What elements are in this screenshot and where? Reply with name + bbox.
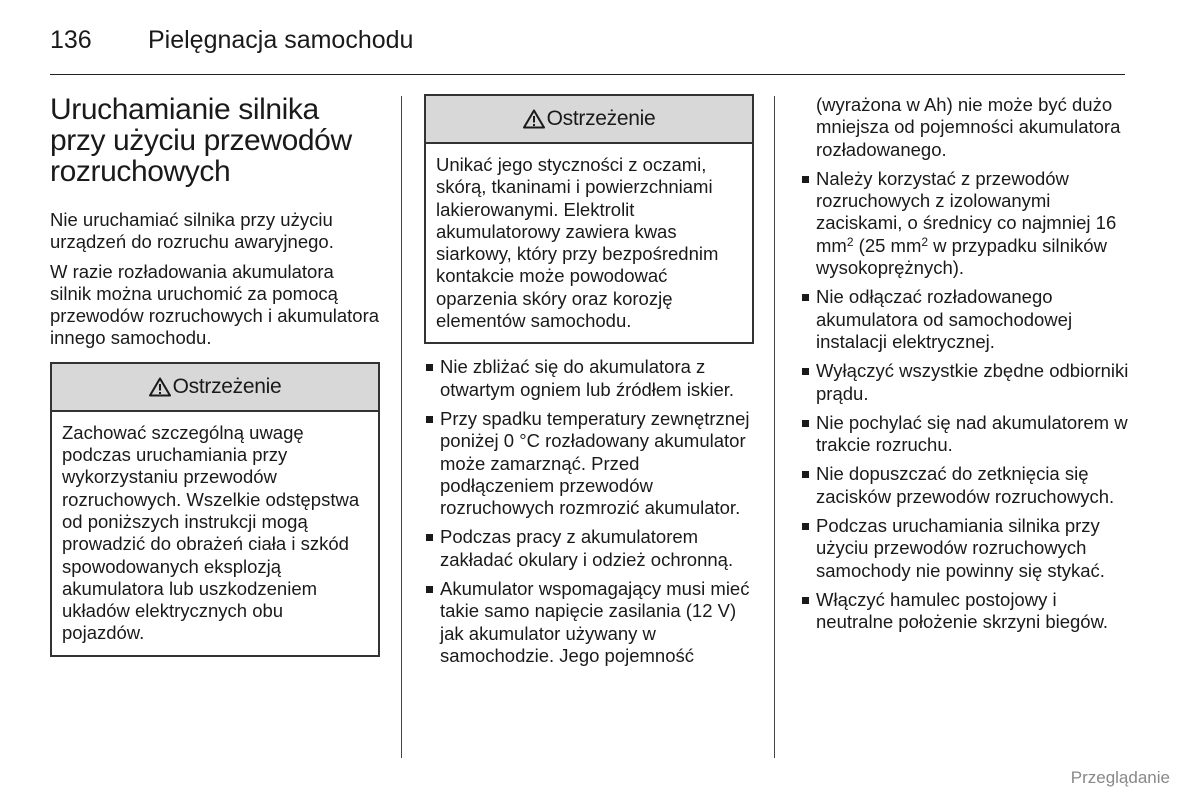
bullet-icon — [426, 364, 433, 371]
bullet-list — [800, 168, 1130, 634]
column-3 — [800, 94, 1130, 641]
bullet-icon — [802, 420, 809, 427]
bullet-icon — [802, 471, 809, 478]
warning-text: Unikać jego styczności z oczami, skórą, tkaninami i powierzchniami lakierowanymi. Elektrolit akumulatorowy zawiera kwas siarkowy, który przy bezpośrednim kontakcie może powodować oparzenia skóry oraz korozję elementów samochodu. — [436, 154, 719, 332]
column-divider — [401, 96, 402, 758]
bullet-list — [424, 356, 754, 667]
list-item: Nie zbliżać się do akumulatora z otwartym ogniem lub źródłem iskier. — [424, 356, 754, 401]
warning-header — [426, 96, 752, 144]
warning-title: Ostrzeżenie — [172, 374, 282, 398]
list-item: Podczas pracy z akumulatorem zakładać okulary i odzież ochronną. — [424, 526, 754, 571]
list-item: Nie dopuszczać do zetknięcia się zacisków przewodów rozruchowych. — [800, 463, 1130, 508]
list-item: Włączyć hamulec postojowy i neutralne położenie skrzyni biegów. — [800, 589, 1130, 634]
list-item: Wyłączyć wszystkie zbędne odbiorniki prądu. — [800, 360, 1130, 405]
warning-box — [424, 94, 754, 344]
warning-triangle-icon — [523, 109, 545, 129]
list-item: Nie odłączać rozładowanego akumulatora od samochodowej instalacji elektrycznej. — [800, 286, 1130, 353]
continued-text: (wyrażona w Ah) nie może być dużo mniejsza od pojemności akumulatora rozładowanego. — [816, 94, 1121, 160]
watermark-text: Przeglądanie — [1070, 768, 1170, 787]
list-item: Podczas uruchamiania silnika przy użyciu przewodów rozruchowych samochody nie powinny się stykać. — [800, 515, 1130, 582]
warning-text: Zachować szczególną uwagę podczas uruchamiania przy wykorzystaniu przewodów rozruchowych. Wszelkie odstępstwa od poniższych instrukcji mogą prowadzić do obrażeń ciała i szkód spowodowanych eksplozją akumulatora lub uszkodzeniem układów elektrycznych obu pojazdów. — [62, 421, 360, 644]
header-rule — [50, 74, 1125, 75]
bullet-icon — [802, 294, 809, 301]
bullet-icon — [802, 523, 809, 530]
bullet-icon — [426, 586, 433, 593]
warning-triangle-icon — [149, 377, 171, 397]
list-item: Należy korzystać z przewodów rozruchowych z izolowanymi zaciskami, o średnicy co najmniej 16 $mm^2$ (25 $mm^2$ w przypadku silników wysokoprężnych). — [800, 168, 1130, 279]
warning-box — [50, 362, 380, 657]
list-item: Akumulator wspomagający musi mieć takie samo napięcie zasilania (12 V) jak akumulator używany w samochodzie. Jego pojemność — [424, 578, 754, 667]
column-1 — [50, 94, 380, 657]
column-divider — [774, 96, 775, 758]
warning-header — [52, 364, 378, 412]
paragraph: Nie uruchamiać silnika przy użyciu urządzeń do rozruchu awaryjnego. — [50, 209, 334, 253]
bullet-icon — [802, 597, 809, 604]
paragraph: W razie rozładowania akumulatora silnik można uruchomić za pomocą przewodów rozruchowych i akumulatora innego samochodu. — [50, 260, 380, 349]
bullet-icon — [802, 368, 809, 375]
list-item: Nie pochylać się nad akumulatorem w trakcie rozruchu. — [800, 412, 1130, 457]
page-number: 136 — [50, 26, 92, 54]
chapter-title: Pielęgnacja samochodu — [148, 26, 414, 54]
section-heading: Uruchamianie silnika przy użyciu przewodów rozruchowych — [50, 93, 352, 188]
bullet-icon — [426, 416, 433, 423]
column-2 — [424, 94, 754, 674]
bullet-icon — [802, 176, 809, 183]
warning-title: Ostrzeżenie — [546, 107, 656, 130]
bullet-icon — [426, 534, 433, 541]
list-item: Przy spadku temperatury zewnętrznej poniżej 0 °C rozładowany akumulator może zamarznąć. Przed podłączeniem przewodów rozruchowych rozmrozić akumulator. — [424, 408, 754, 519]
